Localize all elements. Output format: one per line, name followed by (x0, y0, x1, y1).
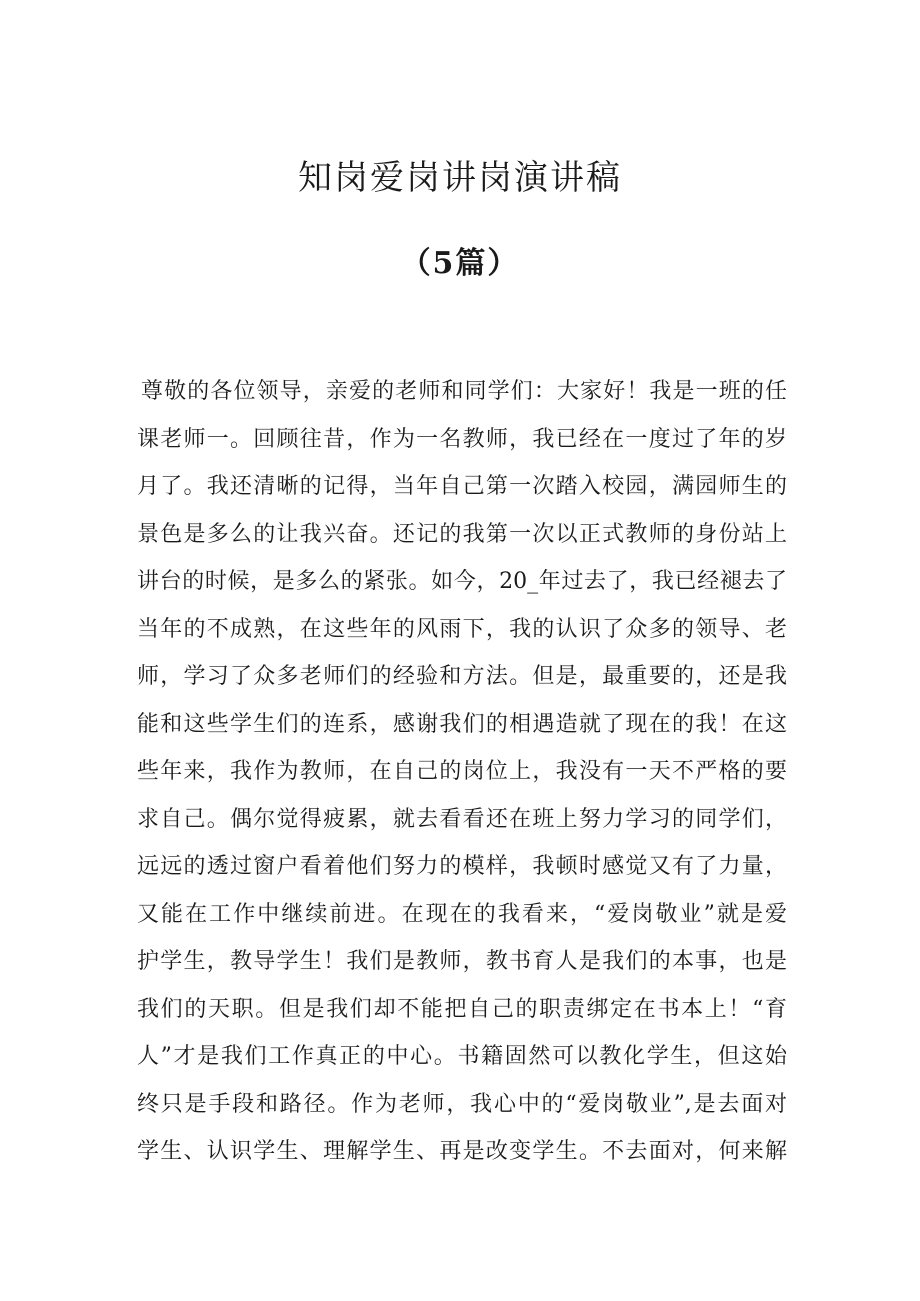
body-paragraph (137, 368, 787, 1176)
paragraph-line: 尊敬的各位领导，亲爱的老师和同学们：大家好！我是一班的任 (141, 379, 787, 404)
paragraph-line: 我们的天职。但是我们却不能把自己的职责绑定在书本上！“育 (137, 996, 787, 1022)
paragraph-line: 远远的透过窗户看着他们努力的模样，我顿时感觉又有了力量， (137, 854, 787, 879)
paragraph-line: 讲台的时候，是多么的紧张。如今，20_年过去了，我已经褪去了 (137, 569, 787, 594)
paragraph-line: 些年来，我作为教师，在自己的岗位上，我没有一天不严格的要 (137, 759, 787, 784)
document-title: 知岗爱岗讲岗演讲稿 (298, 158, 622, 198)
document-subtitle: （5篇） (400, 246, 520, 281)
paragraph-line: 求自己。偶尔觉得疲累，就去看看还在班上努力学习的同学们， (137, 806, 787, 832)
paragraph-line: 师，学习了众多老师们的经验和方法。但是，最重要的，还是我 (137, 664, 787, 689)
paragraph-line: 终只是手段和路径。作为老师，我心中的“爱岗敬业”,是去面对 (137, 1091, 787, 1117)
paragraph-line: 当年的不成熟，在这些年的风雨下，我的认识了众多的领导、老 (137, 616, 787, 642)
paragraph-line: 护学生，教导学生！我们是教师，教书育人是我们的本事，也是 (137, 949, 787, 974)
paragraph-line: 学生、认识学生、理解学生、再是改变学生。不去面对，何来解 (137, 1139, 787, 1164)
paragraph-line: 又能在工作中继续前进。在现在的我看来，“爱岗敬业”就是爱 (137, 901, 787, 927)
paragraph-line: 课老师一。回顾往昔，作为一名教师，我已经在一度过了年的岁 (137, 426, 787, 452)
paragraph-line: 能和这些学生们的连系，感谢我们的相遇造就了现在的我！在这 (137, 711, 787, 737)
paragraph-line: 人”才是我们工作真正的中心。书籍固然可以教化学生，但这始 (137, 1044, 787, 1069)
paragraph-line: 月了。我还清晰的记得，当年自己第一次踏入校园，满园师生的 (137, 474, 787, 499)
paragraph-line: 景色是多么的让我兴奋。还记的我第一次以正式教师的身份站上 (137, 521, 787, 547)
